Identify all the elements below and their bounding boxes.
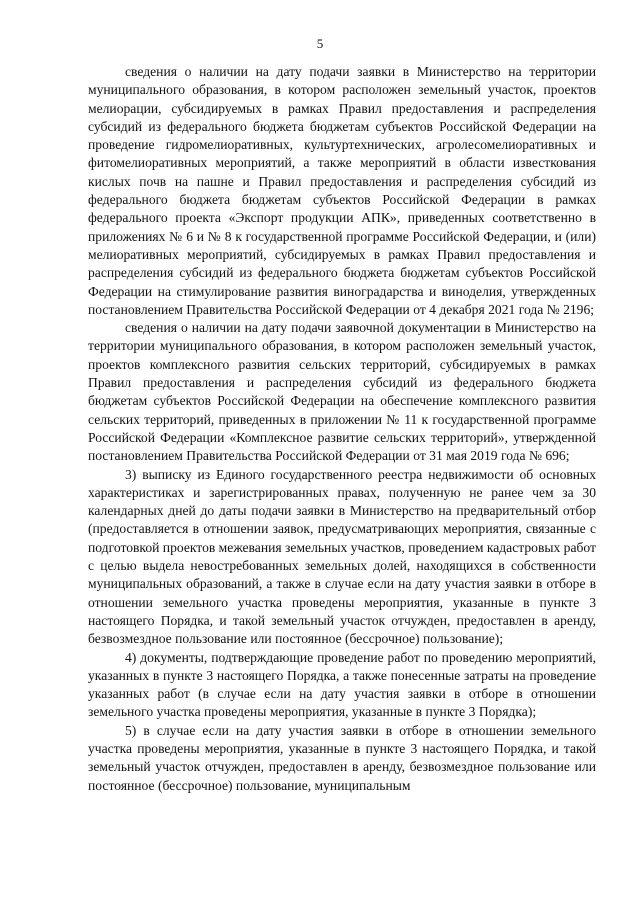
body-text bbox=[88, 63, 596, 795]
paragraph-item-4-supporting-documents: 4) документы, подтверждающие проведение работ по проведению мероприятий, указанных в пункте 3 настоящего Порядка, а также понесенные затраты на проведение указанных работ (в случае если на дату участия заявки в отборе в отношении земельного участка проведены мероприятия, указанные в пункте 3 Порядка); bbox=[88, 649, 596, 720]
paragraph-item-5-land-plot: 5) в случае если на дату участия заявки в отборе в отношении земельного участка проведены мероприятия, указанные в пункте 3 настоящего Порядка, и такой земельный участок отчужден, предоставлен в аренду, безвозмездное пользование или постоянное (бессрочное) пользование, муниципальным bbox=[88, 722, 596, 793]
paragraph-item-3-registry-extract: 3) выписку из Единого государственного реестра недвижимости об основных характеристиках и зарегистрированных правах, полученную не ранее чем за 30 календарных дней до даты подачи заявки в Министерство на предварительный отбор (предоставляется в отношении заявок, предусматривающих мероприятия, связанные с подготовкой проектов межевания земельных участков, проведением кадастровых работ с целью выдела невостребованных земельных долей, находящихся в собственности муниципальных образований, а также в случае если на дату участия заявки в отборе в отношении земельного участка проведены мероприятия, указанные в пункте 3 настоящего Порядка, и такой земельный участок отчужден, предоставлен в аренду, безвозмездное пользование или постоянное (бессрочное) пользование); bbox=[88, 466, 596, 647]
paragraph-reclamation-projects: сведения о наличии на дату подачи заявки в Министерство на территории муниципального образования, в котором расположен земельный участок, проектов мелиорации, субсидируемых в рамках Правил предоставления и распределения субсидий из федерального бюджета бюджетам субъектов Российской Федерации на проведение гидромелиоративных, культуртехнических, агролесомелиоративных и фитомелиоративных мероприятий, а также мероприятий в области известкования кислых почв на пашне и Правил предоставления и распределения субсидий из федерального бюджета бюджетам субъектов Российской Федерации в рамках федерального проекта «Экспорт продукции АПК», приведенных соответственно в приложениях № 6 и № 8 к государственной программе Российской Федерации, и (или) мелиоративных мероприятий, субсидируемых в рамках Правил предоставления и распределения субсидий из федерального бюджета бюджетам субъектов Российской Федерации на стимулирование развития виноградарства и виноделия, утвержденных постановлением Правительства Российской Федерации от 4 декабря 2021 года № 2196; bbox=[88, 64, 596, 317]
paragraph-rural-development-projects: сведения о наличии на дату подачи заявочной документации в Министерство на территории муниципального образования, в котором расположен земельный участок, проектов комплексного развития сельских территорий, субсидируемых в рамках Правил предоставления и распределения субсидий из федерального бюджета бюджетам субъектов Российской Федерации на обеспечение комплексного развития сельских территорий, приведенных в приложении № 11 к государственной программе Российской Федерации «Комплексное развитие сельских территорий», утвержденной постановлением Правительства Российской Федерации от 31 мая 2019 года № 696; bbox=[88, 320, 596, 464]
page-number: 5 bbox=[316, 36, 324, 51]
